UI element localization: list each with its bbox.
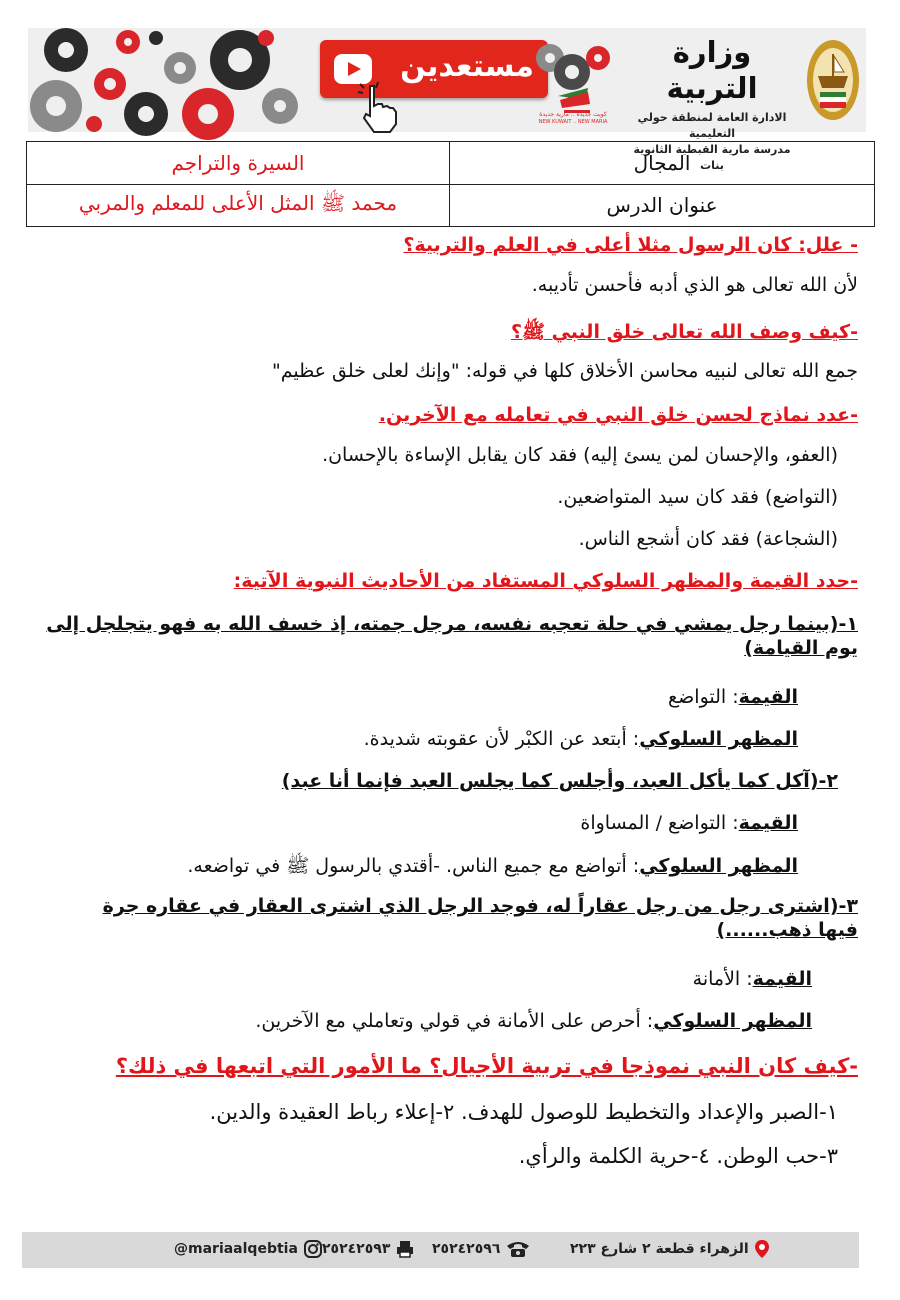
hadith-1-value: القيمة: التواضع bbox=[668, 686, 798, 708]
footer-bar bbox=[22, 1232, 859, 1268]
answer-3-item: (الشجاعة) فقد كان أشجع الناس. bbox=[578, 528, 838, 550]
lesson-value: محمد ﷺ المثل الأعلى للمعلم والمربي bbox=[27, 184, 450, 227]
behavior-text: أتواضع مع جميع الناس. -أقتدي بالرسول ﷺ في تواضعه. bbox=[187, 855, 627, 877]
question-3: -عدد نماذج لحسن خلق النبي في تعامله مع الآخرين. bbox=[378, 404, 858, 426]
directorate-name: الادارة العامة لمنطقة حولي التعليمية bbox=[637, 111, 787, 140]
answer-5-line-1: ١-الصبر والإعداد والتخطيط للوصول للهدف. ٢-إعلاء رباط العقيدة والدين. bbox=[209, 1100, 838, 1124]
fax-contact bbox=[322, 1239, 415, 1259]
address-text: الزهراء قطعة ٢ شارع ٢٢٣ bbox=[570, 1241, 749, 1257]
lesson-info-table bbox=[26, 141, 875, 227]
hadith-2-behavior: المظهر السلوكي: أتواضع مع جميع الناس. -أقتدي بالرسول ﷺ في تواضعه. bbox=[187, 855, 798, 877]
value-text: التواضع bbox=[668, 686, 727, 708]
phone-number: ٢٥٢٤٢٥٩٦ bbox=[432, 1241, 501, 1257]
question-2: -كيف وصف الله تعالى خلق النبي ﷺ؟ bbox=[510, 321, 858, 343]
fax-number: ٢٥٢٤٢٥٩٣ bbox=[322, 1241, 391, 1257]
ministry-title: وزارة التربية bbox=[666, 35, 758, 105]
phone-icon bbox=[505, 1239, 531, 1259]
answer-5-line-2: ٣-حب الوطن. ٤-حرية الكلمة والرأي. bbox=[518, 1144, 838, 1168]
behavior-label: المظهر السلوكي bbox=[639, 728, 798, 750]
field-label: المجال bbox=[450, 142, 875, 185]
hadith-2: ٢-(آكل كما يأكل العبد، وأجلس كما يجلس العبد فإنما أنا عبد) bbox=[281, 770, 838, 792]
school-logo bbox=[528, 38, 618, 124]
behavior-label: المظهر السلوكي bbox=[639, 855, 798, 877]
address-contact bbox=[570, 1239, 770, 1259]
subscribe-label: مستعدين bbox=[400, 49, 534, 84]
instagram-handle: @mariaalqebtia bbox=[174, 1241, 298, 1257]
table-row bbox=[27, 142, 875, 185]
hadith-3-behavior: المظهر السلوكي: أحرص على الأمانة في قولي وتعاملي مع الآخرين. bbox=[255, 1010, 812, 1032]
value-label: القيمة bbox=[738, 812, 798, 834]
hadith-3: ٣-(اشترى رجل من رجل عقاراً له، فوجد الرجل الذي اشترى العقار في عقاره جرة فيها ذهب......) bbox=[102, 895, 858, 941]
answer-3-item: (التواضع) فقد كان سيد المتواضعين. bbox=[557, 486, 838, 508]
gears-decoration bbox=[28, 28, 298, 132]
lesson-label: عنوان الدرس bbox=[450, 184, 875, 227]
behavior-text: أحرص على الأمانة في قولي وتعاملي مع الآخرين. bbox=[255, 1010, 641, 1032]
instagram-icon bbox=[303, 1239, 323, 1259]
fax-icon bbox=[395, 1239, 415, 1259]
hadith-1: ١-(بينما رجل يمشي في حلة تعجبه نفسه، مرجل جمته، إذ خسف الله به فهو يتجلجل إلى يوم القيامة) bbox=[46, 613, 858, 659]
question-4: -حدد القيمة والمظهر السلوكي المستفاد من الأحاديث النبوية الآتية: bbox=[233, 570, 858, 592]
value-text: الأمانة bbox=[692, 968, 741, 990]
logo-caption: كويت جديدة .. مارية جديدة bbox=[539, 111, 607, 118]
phone-contact bbox=[432, 1239, 531, 1259]
hadith-1-behavior: المظهر السلوكي: أبتعد عن الكبْر لأن عقوبته شديدة. bbox=[363, 728, 798, 750]
value-label: القيمة bbox=[752, 968, 812, 990]
instagram-contact[interactable] bbox=[174, 1239, 323, 1259]
table-row bbox=[27, 184, 875, 227]
answer-3-item: (العفو، والإحسان لمن يسئ إليه) فقد كان يقابل الإساءة بالإحسان. bbox=[322, 444, 838, 466]
location-pin-icon bbox=[754, 1239, 770, 1259]
school-name: مدرسة مارية القبطية الثانوية بنات bbox=[633, 143, 791, 172]
field-value: السيرة والتراجم bbox=[27, 142, 450, 185]
hadith-3-value: القيمة: الأمانة bbox=[692, 968, 812, 990]
logo-caption-en: NEW KUWAIT .. NEW MARIA bbox=[538, 119, 608, 125]
value-label: القيمة bbox=[738, 686, 798, 708]
behavior-label: المظهر السلوكي bbox=[653, 1010, 812, 1032]
kuwait-emblem bbox=[804, 36, 862, 124]
question-5: -كيف كان النبي نموذجا في تربية الأجيال؟ ما الأمور التي اتبعها في ذلك؟ bbox=[115, 1054, 858, 1078]
answer-1: لأن الله تعالى هو الذي أدبه فأحسن تأديبه. bbox=[531, 274, 858, 296]
question-1: - علل: كان الرسول مثلا أعلى في العلم والتربية؟ bbox=[403, 234, 858, 256]
pointer-hand-icon bbox=[352, 80, 406, 134]
hadith-2-value: القيمة: التواضع / المساواة bbox=[580, 812, 798, 834]
value-text: التواضع / المساواة bbox=[580, 812, 727, 834]
behavior-text: أبتعد عن الكبْر لأن عقوبته شديدة. bbox=[363, 728, 627, 750]
answer-2: جمع الله تعالى لنبيه محاسن الأخلاق كلها في قوله: "وإنك لعلى خلق عظيم" bbox=[271, 360, 858, 382]
